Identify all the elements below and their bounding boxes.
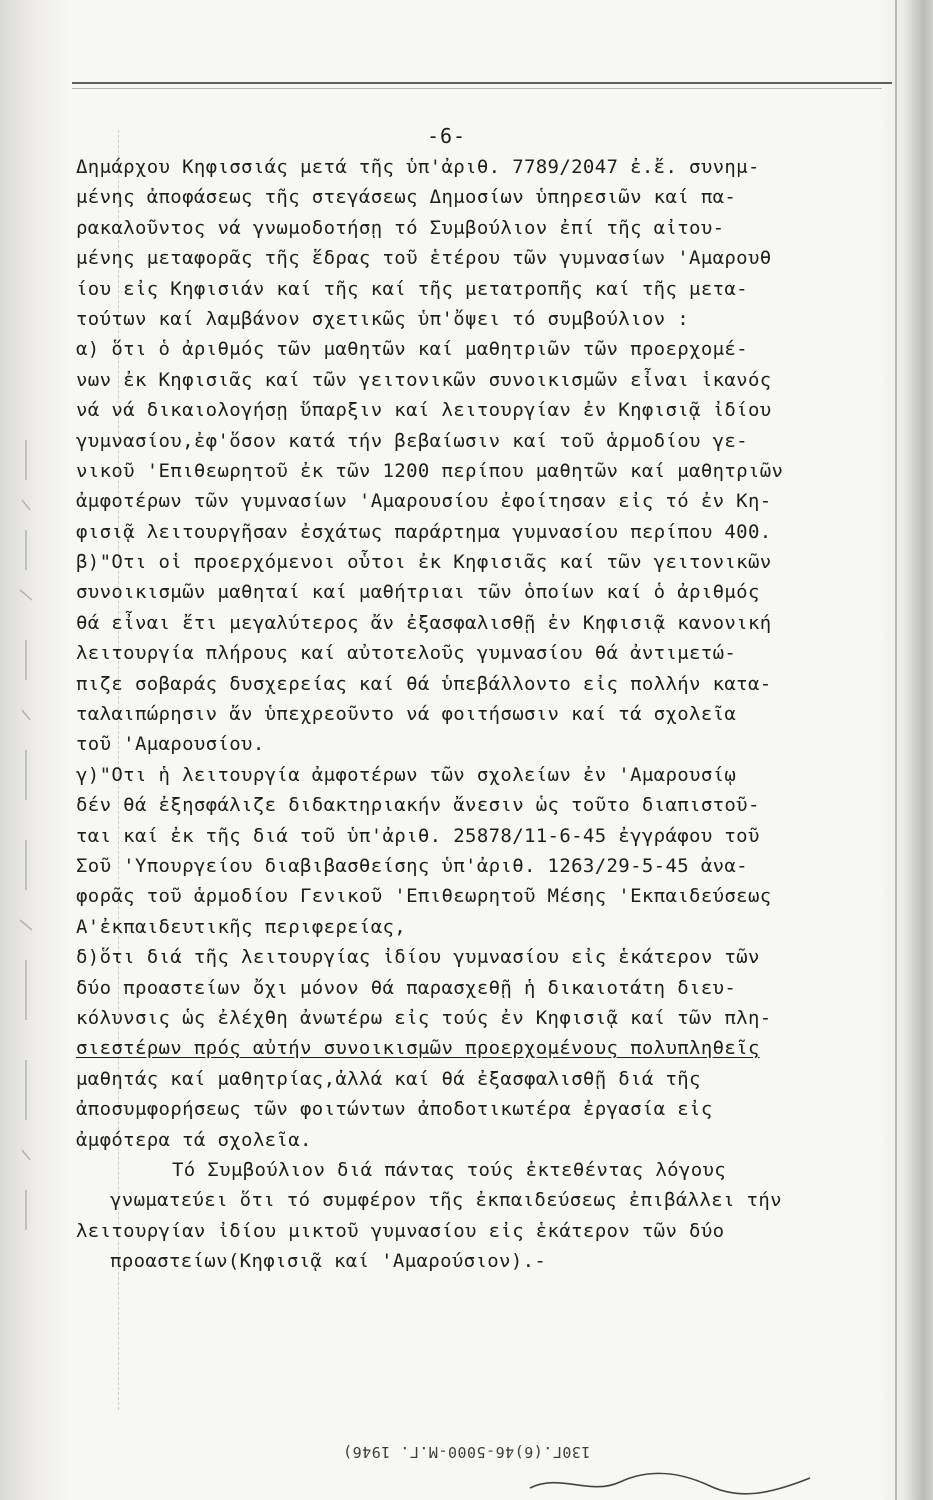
text-line-25: φορᾶς τοῦ ἁρμοδίου Γενικοῦ 'Επιθεωρητοῦ Μέσης 'Εκπαιδεύσεως <box>76 885 772 908</box>
header-rule-secondary <box>72 88 882 89</box>
margin-stamp-marks <box>14 420 38 1240</box>
text-line-35: γνωματεύει ὅτι τό συμφέρον τῆς ἐκπαιδεύσεως ἐπιβάλλει τήν <box>110 1189 782 1212</box>
text-line-30: σιεστέρων πρός αὐτήν συνοικισμῶν προερχομένους πολυπληθεῖς <box>76 1037 760 1060</box>
text-line-6: τούτων καί λαμβάνον σχετικῶς ὑπ'ὄψει τό συμβούλιον : <box>76 307 690 330</box>
text-line-11: νικοῦ 'Επιθεωρητοῦ ἐκ τῶν 1200 περίπου μαθητῶν καί μαθητριῶν <box>76 459 784 482</box>
header-rule <box>72 82 892 84</box>
text-line-20: τοῦ 'Αμαρουσίου. <box>76 733 265 756</box>
text-line-26: Α'ἐκπαιδευτικῆς περιφερείας, <box>76 915 407 938</box>
text-line-36: λειτουργίαν ἰδίου μικτοῦ γυμνασίου εἰς ἑκάτερον τῶν δύο <box>76 1219 725 1242</box>
text-line-27: δ)ὅτι διά τῆς λειτουργίας ἰδίου γυμνασίου εἰς ἑκάτερον τῶν <box>76 946 760 969</box>
text-line-15: συνοικισμῶν μαθηταί καί μαθήτριαι τῶν ὁποίων καί ὁ ἀριθμός <box>76 581 760 604</box>
text-line-29: κόλυνσις ὡς ἐλέχθη ἀνωτέρω εἰς τούς ἐν Κηφισιᾷ καί τῶν πλη- <box>76 1006 772 1029</box>
text-line-13: φισιᾷ λειτουργῆσαν ἐσχάτως παράρτημα γυμνασίου περίπου 400. <box>76 520 772 543</box>
text-line-17: λειτουργία πλήρους καί αὐτοτελοῦς γυμνασίου θά ἀντιμετώ- <box>76 642 737 665</box>
text-line-1: Δημάρχου Κηφισσιάς μετά τῆς ὑπ'ἀριθ. 7789/2047 ἐ.ἔ. συνημ- <box>76 156 760 178</box>
text-line-7: α) ὅτι ὁ ἀριθμός τῶν μαθητῶν καί μαθητριῶν τῶν προερχομέ- <box>76 338 748 361</box>
text-line-8: νων ἐκ Κηφισιᾶς καί τῶν γειτονικῶν συνοικισμῶν εἶναι ἱκανός <box>76 368 772 391</box>
page-number-text: -6- <box>426 124 467 148</box>
text-line-32: ἀποσυμφορήσεως τῶν φοιτώντων ἀποδοτικωτέρα ἐργασία εἰς <box>76 1098 713 1121</box>
text-line-19: ταλαιπώρησιν ἄν ὑπεχρεοῦντο νά φοιτήσωσιν καί τά σχολεῖα <box>76 703 737 726</box>
text-line-24: Σοῦ 'Υπουργείου διαβιβασθείσης ὑπ'ἀριθ. 1263/29-5-45 ἀνα- <box>76 854 748 877</box>
text-line-3: ρακαλοῦντος νά γνωμοδοτήσῃ τό Συμβούλιον ἐπί τῆς αἰτου- <box>76 216 725 239</box>
text-line-18: πιζε σοβαράς δυσχερείας καί θά ὑπεβάλλοντο εἰς πολλήν κατα- <box>76 672 772 695</box>
text-line-4: μένης μεταφορᾶς τῆς ἕδρας τοῦ ἑτέρου τῶν γυμνασίων 'Αμαρουθ <box>76 247 772 270</box>
text-line-9: νά νά δικαιολογήσῃ ὕπαρξιν καί λειτουργίαν ἐν Κηφισιᾷ ἰδίου <box>76 399 772 422</box>
text-line-28: δύο προαστείων ὄχι μόνον θά παρασχεθῇ ἡ δικαιοτάτη διευ- <box>76 976 737 999</box>
text-line-23: ται καί ἐκ τῆς διά τοῦ ὑπ'ἀριθ. 25878/11-6-45 ἐγγράφου τοῦ <box>76 824 760 847</box>
printer-footer-stamp: 130Γ.(6)46-5000-Μ.Γ. 1946) <box>342 1443 591 1461</box>
text-line-5: ίου εἰς Κηφισιάν καί τῆς καί τῆς μετατροπῆς καί τῆς μετα- <box>76 277 748 300</box>
handwritten-signature-mark <box>520 1468 820 1498</box>
page-number <box>0 124 933 148</box>
text-line-2: μένης ἀποφάσεως τῆς στεγάσεως Δημοσίων ὑπηρεσιῶν καί πα- <box>76 186 737 209</box>
text-line-33: ἀμφότερα τά σχολεῖα. <box>76 1128 312 1151</box>
text-line-10: γυμνασίου,ἐφ'ὅσον κατά τήν βεβαίωσιν καί τοῦ ἁρμοδίου γε- <box>76 429 748 452</box>
text-line-37: προαστείων(Κηφισιᾷ καί 'Αμαρούσιον).- <box>110 1250 547 1273</box>
right-edge-line <box>895 0 897 1500</box>
text-line-34: Τό Συμβούλιον διά πάντας τούς ἐκτεθέντας λόγους <box>172 1158 727 1181</box>
text-line-21: γ)"Οτι ἡ λειτουργία ἀμφοτέρων τῶν σχολείων ἐν 'Αμαρουσίῳ <box>76 763 737 786</box>
text-line-22: δέν θά ἐξησφάλιζε διδακτηριακήν ἄνεσιν ὡς τοῦτο διαπιστοῦ- <box>76 794 760 817</box>
text-line-14: β)"Οτι οἱ προερχόμενοι οὗτοι ἐκ Κηφισιᾶς καί τῶν γειτονικῶν <box>76 551 772 574</box>
right-edge-shadow <box>881 0 933 1500</box>
document-body <box>76 152 876 1276</box>
text-line-31: μαθητάς καί μαθητρίας,ἀλλά καί θά ἐξασφαλισθῇ διά τῆς <box>76 1067 701 1090</box>
text-line-12: ἀμφοτέρων τῶν γυμνασίων 'Αμαρουσίου ἐφοίτησαν εἰς τό ἐν Κη- <box>76 490 772 513</box>
text-line-16: θά εἶναι ἔτι μεγαλύτερος ἄν ἐξασφαλισθῇ ἐν Κηφισιᾷ κανονική <box>76 611 772 634</box>
